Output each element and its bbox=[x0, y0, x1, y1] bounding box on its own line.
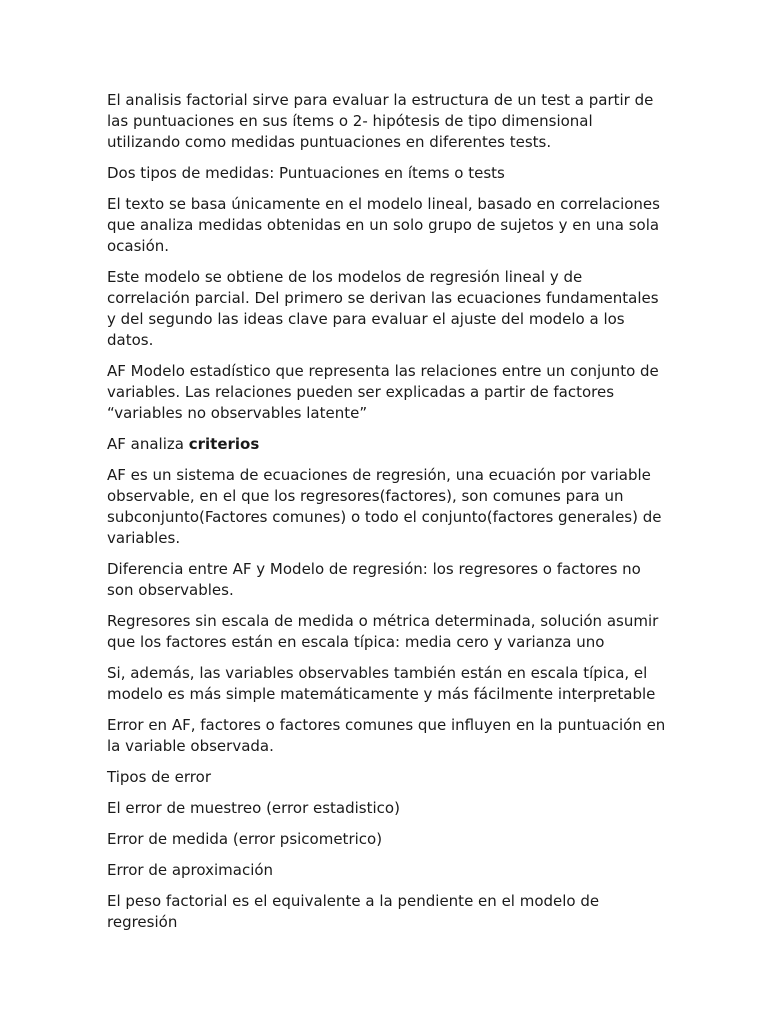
paragraph-af-analiza bbox=[107, 434, 667, 455]
paragraph-tipos-error: Tipos de error bbox=[107, 768, 211, 786]
paragraph-sistema-ecuaciones: AF es un sistema de ecuaciones de regresión, una ecuación por variable observable, en el que los regresores(factores), son comunes para un subconjunto(Factores comunes) o todo el conjunto(factores generales) de variables. bbox=[107, 466, 662, 547]
paragraph-peso-factorial: El peso factorial es el equivalente a la pendiente en el modelo de regresión bbox=[107, 892, 600, 931]
paragraph-diferencia: Diferencia entre AF y Modelo de regresión: los regresores o factores no son observables. bbox=[107, 560, 641, 599]
paragraph-error-af: Error en AF, factores o factores comunes que influyen en la puntuación en la variable observada. bbox=[107, 716, 666, 755]
paragraph-tipos-medidas: Dos tipos de medidas: Puntuaciones en ítems o tests bbox=[107, 164, 505, 182]
paragraph-error-aproximacion: Error de aproximación bbox=[107, 861, 274, 879]
af-analiza-bold: criterios bbox=[188, 435, 260, 453]
paragraph-analisis-factorial: El analisis factorial sirve para evaluar la estructura de un test a partir de las puntuaciones en sus ítems o 2- hipótesis de tipo dimensional utilizando como medidas puntuaciones en diferentes tests. bbox=[107, 91, 654, 151]
paragraph-error-muestreo: El error de muestreo (error estadistico) bbox=[107, 799, 400, 817]
af-analiza-prefix: AF analiza bbox=[107, 435, 189, 453]
paragraph-escala-tipica: Si, además, las variables observables también están en escala típica, el modelo es más simple matemáticamente y más fácilmente interpretable bbox=[107, 664, 656, 703]
paragraph-modelo-regresion: Este modelo se obtiene de los modelos de regresión lineal y de correlación parcial. Del primero se derivan las ecuaciones fundamentales y del segundo las ideas clave para evaluar el ajuste del modelo a los datos. bbox=[107, 268, 659, 349]
paragraph-regresores: Regresores sin escala de medida o métrica determinada, solución asumir que los factores están en escala típica: media cero y varianza uno bbox=[107, 612, 659, 651]
paragraph-error-medida: Error de medida (error psicometrico) bbox=[107, 830, 383, 848]
document-page bbox=[107, 90, 667, 943]
paragraph-af-modelo-estadistico: AF Modelo estadístico que representa las relaciones entre un conjunto de variables. Las relaciones pueden ser explicadas a partir de factores “variables no observables latente” bbox=[107, 362, 659, 422]
paragraph-modelo-lineal: El texto se basa únicamente en el modelo lineal, basado en correlaciones que analiza medidas obtenidas en un solo grupo de sujetos y en una sola ocasión. bbox=[107, 195, 660, 255]
